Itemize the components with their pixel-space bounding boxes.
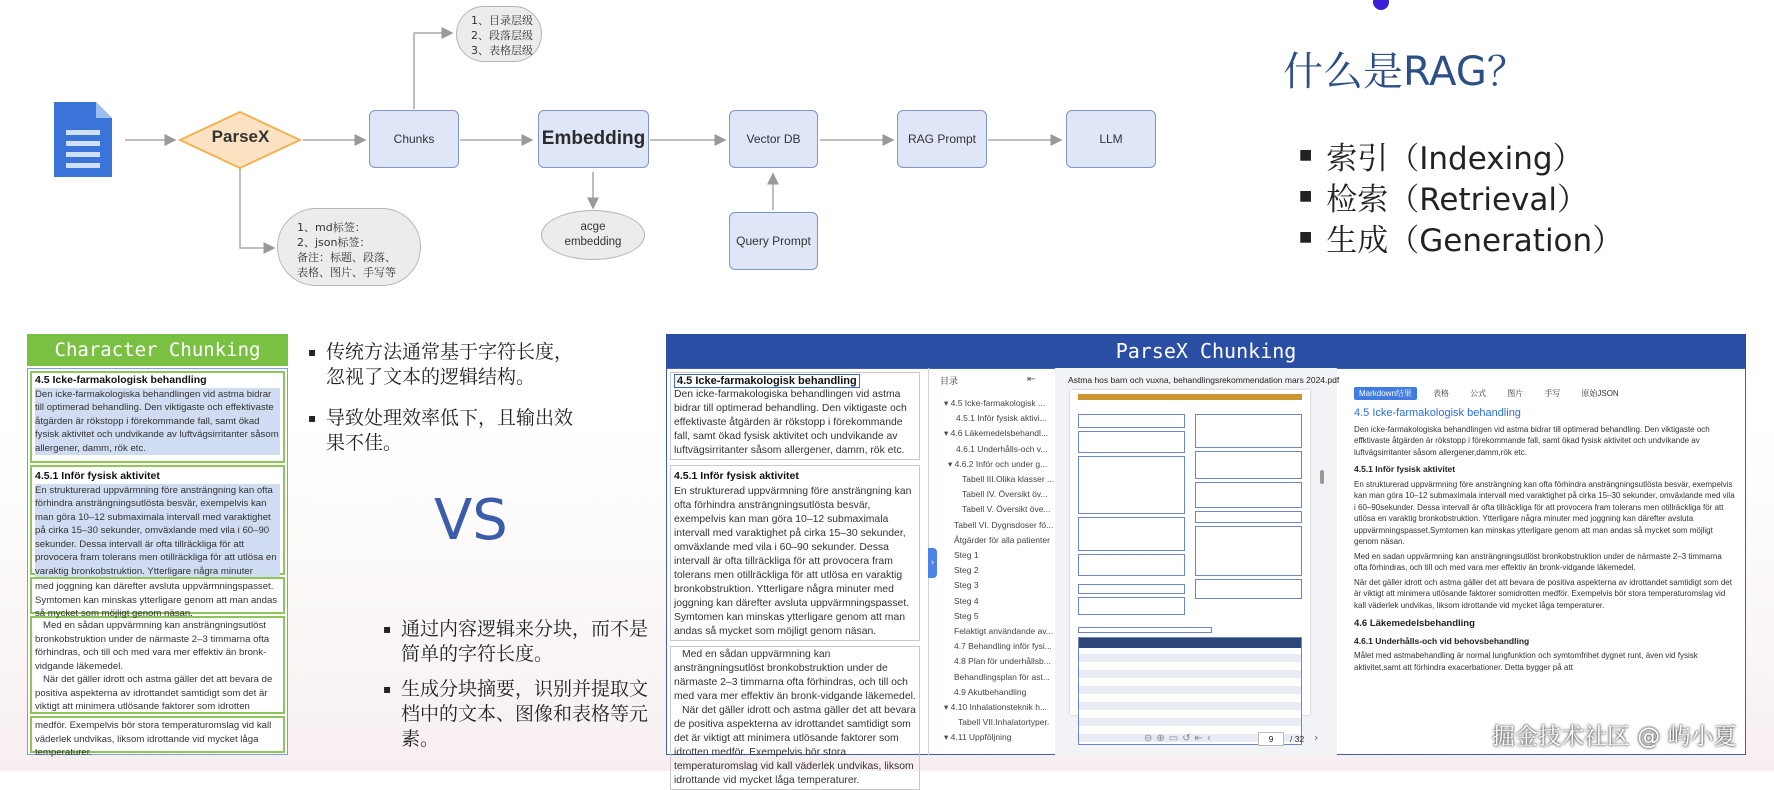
toc-item[interactable]: Steg 1 [954,550,979,561]
pdf-toolbar-icons [1144,733,1215,744]
character-chunking-banner: Character Chunking [27,334,288,366]
parsex-bullets [383,617,648,752]
traditional-bullets [308,340,573,456]
page-total: / 32 [1290,734,1305,744]
zoom-out-icon[interactable]: ⊖ [1144,733,1157,744]
llm-node: LLM [1066,110,1156,168]
acge-embedding-ellipse: acge embedding [541,210,645,260]
tab-formula[interactable]: 公式 [1470,389,1487,398]
pdf-page-thumbnail [1070,390,1310,715]
chunks-node: Chunks [369,110,459,168]
parsex-chunk-doc [670,372,920,786]
next-page-icon[interactable]: › [1314,731,1319,744]
rag-item: ■ 检索（Retrieval） [1299,182,1588,218]
toc-item[interactable]: Behandlingsplan för ast... [954,671,1050,682]
fit-page-icon[interactable]: ▭ [1168,733,1183,744]
chunk-box: 4.5.1 Inför fysisk aktivitet En strukturerad uppvärmning före ansträngning kan ofta förhindra ansträngningsutlösta besvär, exempelvis kan man göra 10–12 submaximala intervall med varaktighet på cirka 15–30 sekunder, omväxlande med vila i 60–90 sekunder. Dessa intervall är ofta tillräckliga för att provocera fram tolerans men otillräckliga för att utlösa en varaktig bronkobstruktion. Ytterligare några minuter med joggning kan därefter avsluta uppvärmningspasset. Symtomen kan minskas ytterligare genom att man andas så mycket som möjligt genom näsan. [670,465,920,641]
chunk-box: 4.5.1 Inför fysisk aktivitet En strukturerad uppvärmning före ansträngning kan ofta förhindra ansträngningsutlösta besvär, exempelvis kan man göra 10–12 submaximala intervall med varaktighet på cirka 15–30 sekunder, omväxlande med vila i 60–90 sekunder. Dessa intervall är ofta tillräckliga för att provocera fram tolerans men otillräckliga för att utlösa en varaktig bronkobstruktion. Ytterligare några minuter [30,465,285,575]
vector-db-node: Vector DB [729,110,818,168]
toc-item[interactable]: Steg 3 [954,580,979,591]
document-icon [52,100,114,179]
chunk-box: 4.5 Icke-farmakologisk behandling Den icke-farmakologiska behandlingen vid astma bidrar till optimerad behandling. Den viktigaste och effektivaste åtgärden är rökstopp i förekommande fall, samt ökad fysisk aktivitet och undvikande av luftvägsirritanter såsom allergener, damm, rök etc. [30,371,285,463]
rag-item: ■ 索引（Indexing） [1299,141,1584,177]
toc-item[interactable]: ▾ 4.6 Läkemedelsbehandl... [944,428,1048,439]
result-heading: 4.5.1 Inför fysisk aktivitet [1354,464,1456,474]
result-heading: 4.5 Icke-farmakologisk behandling [1354,407,1521,419]
toc-item[interactable]: Steg 4 [954,595,979,606]
markdown-result: 4.5 Icke-farmakologisk behandling Den icke-farmakologiska behandlingen vid astma bidrar till optimerad behandling. Den viktigaste och effktivaste åtgärden är rökstopp i förekommande fall, samt ökad fysisk aktivitet och undvikande av luftvägsirritanter såsom allergener,damm,rök etc. 4.5.1 Inför fysisk aktivitet En strukturerad uppvärmning före ansträngning kan ofta förhindra ansträngningsutlösta besvär, exempelvis kan man göra 10–12 submaximala intervall med varaktighet på cirka 15–30 sekunder, omväxlande med vila i 60–90sekunder. Dessa intervall är ofta tillräckliga för att provocera fram tolerans men otillräckliga för att utlösa en varaktig bronkobstruktion. Ytterligare några minuter med joggning kan därefter avsluta uppvärmningspasset.Symtomen kan minskas ytterligare genom att man andas så mycket som möjligt genom näsan. Med en sadan uppvärmning kan ansträngningsutlöst bronkobstruktion under de närmaste 2–3 timmarna ofta förhindras, och till och med vara mer effektiv än bronk-vidgande läkemedel. När det gäller idrott och astma gäller det att bevara de positiva aspekterna av idrottandet samtidigt som det är viktigt att minimera utlösande faktorer somidrotten medför. Exempelvis bör stora temperaturomslag vid kall väderlek undvikas, liksom idrottande vid mycket låga temperaturer. 4.6 Läkemedelsbehandling 4.6.1 Underhålls-och vid behovsbehandling Målet med astmabehandling är normal lungfunktion och symtomfrihet dygnet runt, även vid fysisk aktivitet,samt att förhindra exacerbationer. Detta bygger på att [1354,407,1735,672]
result-heading: 4.6.1 Underhålls-och vid behovsbehandling [1354,635,1530,646]
first-page-icon[interactable]: ⇤ [1194,733,1208,744]
tab-markdown[interactable]: Markdown结果 [1354,387,1417,400]
result-heading: 4.6 Läkemedelsbehandling [1354,618,1475,629]
rag-title: 什么是RAG？ [1283,49,1527,95]
bullet-item: ▪ 导致处理效率低下，且输出效果不佳。 [308,407,574,454]
query-prompt-node: Query Prompt [729,212,818,270]
vs-label: VS [434,488,508,553]
cloud-top: 1、目录层级 2、段落层级 3、表格层级 [456,6,542,62]
watermark: 掘金技术社区 @ 屿小夏 [1492,724,1737,750]
toc-title: 目录 [940,376,959,386]
toc-item[interactable]: ▾ 4.5 Icke-farmakologisk ... [944,398,1046,408]
toc-item[interactable]: 4.6.1 Underhålls-och v... [956,443,1048,454]
toc-item[interactable]: 4.5.1 Inför fysisk aktivi... [956,413,1047,424]
chunk-box: 4.5 Icke-farmakologisk behandling Den icke-farmakologiska behandlingen vid astma bidrar till optimerad behandling. Den viktigaste och effektivaste åtgärden är rökstopp i förekommande fall, samt ökad fysisk aktivitet och undvikande av luftvägsirritanter såsom allergener, damm, rök etc. [670,372,920,460]
bullet-item: ▪ 传统方法通常基于字符长度，忽视了文本的逻辑结构。 [308,341,574,388]
embedding-node: Embedding [538,110,649,168]
prev-page-icon[interactable]: ‹ [1207,733,1216,744]
toc-item[interactable]: Steg 5 [954,610,979,621]
toc-item[interactable]: ▾ 4.10 Inhalationsteknik h... [944,702,1048,713]
toc-item[interactable]: Tabell IV. Översikt öv... [962,489,1048,500]
bullet-item: ▪ 生成分块摘要，识别并提取文档中的文本、图像和表格等元素。 [383,678,649,750]
toc-item[interactable]: Felaktigt användande av... [954,626,1054,637]
result-tabs [1354,381,1734,400]
collapse-handle[interactable]: › [928,548,937,578]
toc-list [944,396,1055,746]
pdf-title: Astma hos barn och vuxna, behandlingsrekommendation mars 2024.pdf [1068,375,1340,385]
parsex-chunking-banner: ParseX Chunking [666,334,1746,368]
pdf-scrollbar[interactable] [1320,470,1324,484]
toc-item[interactable]: 4.8 Plan för underhållsb... [954,656,1051,667]
rag-prompt-node: RAG Prompt [897,110,987,168]
toc-item[interactable]: ▾ 4.6.2 Inför och under g... [948,458,1048,469]
rotate-icon[interactable]: ↺ [1182,733,1195,744]
bullet-item: ▪ 通过内容逻辑来分块，而不是简单的字符长度。 [383,618,649,665]
page-number-input[interactable]: 9 [1258,732,1284,746]
toc-item[interactable]: Åtgärder för alla patienter [954,534,1050,545]
rag-list [1299,137,1623,260]
toc-item[interactable]: Tabell VII.Inhalatortyper. [958,717,1050,728]
chunk-box: Med en sådan uppvärmning kan ansträngningsutlöst bronkobstruktion under de närmaste 2–3 timmarna ofta förhindras, och till och med vara mer effektiv än bronk-vidgande läkemedel. När det gäller idrott och astma gäller det att bevara de positiva aspekterna av idrottandet samtidigt som det är viktigt att minimera utlösande faktorer som idrotten medför. Exempelvis bör stora temperaturomslag vid kall väderlek undvikas, liksom idrottande vid mycket låga temperaturer. [670,646,920,790]
toc-item[interactable]: 4.9 Akutbehandling [954,686,1027,697]
zoom-in-icon[interactable]: ⊕ [1156,733,1169,744]
toc-collapse-icon[interactable]: ⇤ [1027,374,1036,385]
character-chunk-doc [27,368,288,758]
tab-handwriting[interactable]: 手写 [1544,389,1561,398]
toc-item[interactable]: Tabell V. Översikt öve... [962,504,1051,515]
rag-item: ■ 生成（Generation） [1299,223,1624,259]
parsex-label: ParseX [211,127,270,146]
chunk-box: medför. Exempelvis bör stora temperaturomslag vid kall väderlek undvikas, liksom idrottande vid mycket låga temperaturer. [30,716,285,753]
toc-item[interactable]: Steg 2 [954,565,979,576]
toc-item[interactable]: Tabell III.Olika klasser ... [962,474,1055,485]
toc-item[interactable]: Tabell VI. Dygnsdoser fö... [954,519,1054,530]
toc-item[interactable]: 4.7 Behandling inför fysi... [954,641,1052,652]
chunk-box: Med en sådan uppvärmning kan ansträngningsutlöst bronkobstruktion under de närmaste 2–3 timmarna ofta förhindras, och till och med vara mer effektiv än bronk-vidgande läkemedel. När det gäller idrott och astma gäller det att bevara de positiva aspekterna av idrottandet samtidigt som det är viktigt att minimera utlösande faktorer som idrotten [30,616,285,714]
cloud-bottom: 1、md标签： 2、json标签： 备注：标题、段落、 表格、图片、手写等 [277,208,421,286]
chunk-box: med joggning kan därefter avsluta uppvärmningspasset. Symtomen kan minskas ytterligare genom att man andas så mycket som möjligt genom näsan. [30,577,285,614]
tab-image[interactable]: 图片 [1507,389,1524,398]
tab-raw-json[interactable]: 原始JSON [1581,389,1619,398]
tab-table[interactable]: 表格 [1433,389,1449,398]
toc-item[interactable]: ▾ 4.11 Uppföljning [944,732,1012,743]
